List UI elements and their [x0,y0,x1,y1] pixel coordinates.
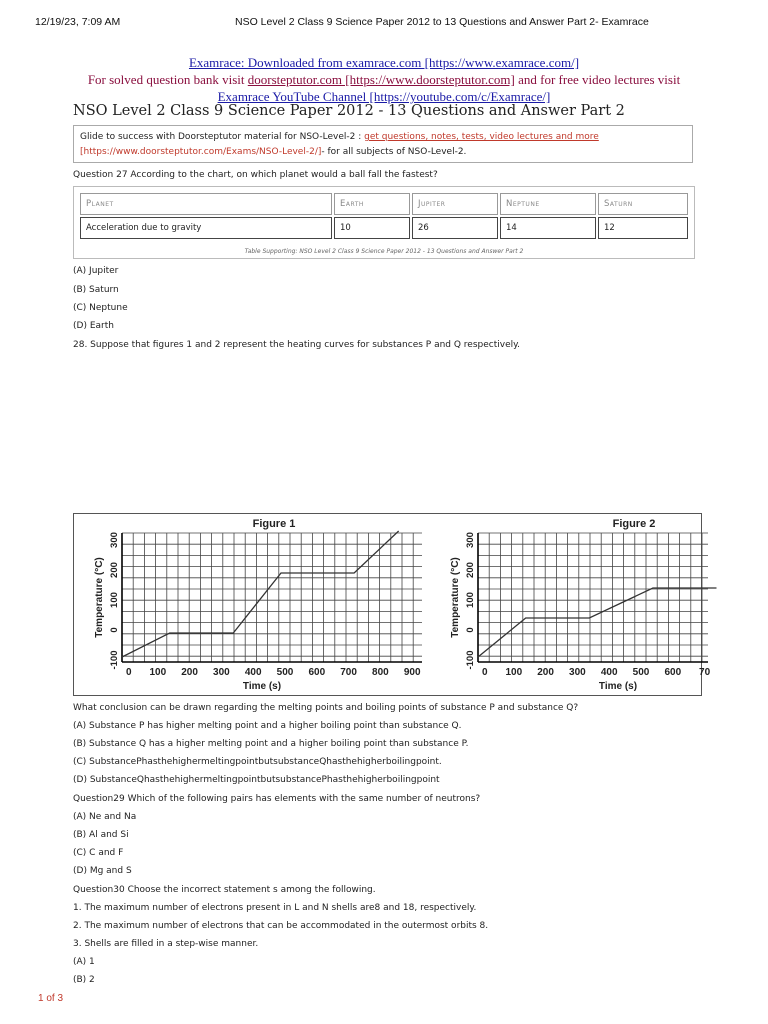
q30-statement-3: 3. Shells are filled in a step-wise manner. [73,939,259,949]
figure-2-x-tick: 500 [632,667,650,678]
table-header: Saturn [598,193,688,215]
table-cell: 26 [412,217,498,239]
promo-text-post: - for all subjects of NSO-Level-2. [321,147,467,157]
q28-option-a: (A) Substance P has higher melting point and a higher boiling point than substance Q. [73,721,462,731]
page-number: 1 of 3 [38,993,64,1004]
figure-2-x-tick: 70 [699,667,711,678]
q29-option-d: (D) Mg and S [73,866,132,876]
figure-2-x-tick: 400 [600,667,618,678]
q27-option-c: (C) Neptune [73,303,128,313]
figure-2-title: Figure 2 [612,518,656,530]
q29-option-c: (C) C and F [73,848,124,858]
q27-option-d: (D) Earth [73,321,114,331]
figure-2-y-label: Temperature (°C) [450,557,461,638]
heating-curves-figure [73,513,711,696]
figure-1-y-tick: 100 [109,592,120,608]
figure-2-y-tick: 0 [465,627,476,633]
figure-1-x-tick: 100 [149,667,167,678]
promo-link[interactable]: get questions, notes, tests, video lectures and more [364,132,599,142]
table-header: Neptune [500,193,596,215]
figure-1-y-tick: 300 [109,532,120,548]
figure-1-y-tick: 0 [109,627,120,633]
print-date: 12/19/23, 7:09 AM [35,16,121,28]
promo-box [73,125,693,163]
table-header: Jupiter [412,193,498,215]
doorsteptutor-link[interactable]: doorsteptutor.com [https://www.doorsteptutor.com] [247,72,515,87]
question-30: Question30 Choose the incorrect statement s among the following. [73,885,376,895]
question-28-followup: What conclusion can be drawn regarding the melting points and boiling points of substance P and substance Q? [73,703,579,713]
figure-1-x-label: Time (s) [242,681,282,692]
table-caption: Table Supporting: NSO Level 2 Class 9 Science Paper 2012 - 13 Questions and Answer Part 2 [244,248,524,255]
figure-1-y-tick: -100 [109,650,120,670]
figure-2-y-tick: 300 [465,532,476,548]
figure-1-x-tick: 900 [403,667,421,678]
question-29: Question29 Which of the following pairs has elements with the same number of neutrons? [73,794,481,804]
figure-2-y-tick: -100 [465,650,476,670]
q27-option-b: (B) Saturn [73,285,119,295]
q30-option-a: (A) 1 [73,957,95,967]
table-header: Planet [80,193,332,215]
q28-option-c: (C) SubstancePhasthehighermeltingpointbutsubstanceQhasthehigherboilingpoint. [73,757,442,767]
print-title: NSO Level 2 Class 9 Science Paper 2012 to 13 Questions and Answer Part 2- Examrace [235,16,649,28]
heating-curves-svg [74,514,711,697]
banner-text-pre: For solved question bank visit [87,72,248,87]
figure-1-x-tick: 300 [213,667,230,678]
figure-1-x-tick: 0 [126,667,132,678]
examrace-link[interactable]: Examrace: Downloaded from examrace.com [https://www.examrace.com/] [188,55,580,70]
table-cell: 12 [598,217,688,239]
q28-option-d: (D) SubstanceQhasthehighermeltingpointbutsubstancePhasthehigherboilingpoint [73,775,440,785]
q27-option-a: (A) Jupiter [73,266,119,276]
figure-2-x-label: Time (s) [598,681,638,692]
gravity-table [73,186,695,259]
page-title: NSO Level 2 Class 9 Science Paper 2012 - 13 Questions and Answer Part 2 [73,103,625,119]
figure-2-y-tick: 200 [465,562,476,578]
figure-1-y-tick: 200 [109,562,120,578]
table-cell: 14 [500,217,596,239]
question-28: 28. Suppose that figures 1 and 2 represent the heating curves for substances P and Q respectively. [73,340,521,350]
table-row [80,217,688,239]
figure-1-x-tick: 400 [244,667,262,678]
figure-2-x-tick: 300 [569,667,586,678]
figure-1-y-label: Temperature (°C) [94,557,105,638]
table-header: Earth [334,193,410,215]
figure-1-x-tick: 800 [372,667,389,678]
figure-1-x-tick: 500 [276,667,294,678]
q28-option-b: (B) Substance Q has a higher melting point and a higher boiling point than substance P. [73,739,469,749]
q30-statement-2: 2. The maximum number of electrons that can be accommodated in the outermost orbits 8. [73,921,489,931]
promo-url[interactable]: [https://www.doorsteptutor.com/Exams/NSO-Level-2/] [80,147,322,157]
figure-2-x-tick: 100 [505,667,523,678]
doorsteptutor-line [0,71,768,88]
q30-option-b: (B) 2 [73,975,95,985]
figure-2-x-tick: 600 [664,667,682,678]
question-27: Question 27 According to the chart, on which planet would a ball fall the fastest? [73,170,438,180]
banner-text-post: and for free video lectures visit [514,72,681,87]
promo-text: Glide to success with Doorsteptutor material for NSO-Level-2 : [80,132,365,142]
figure-1-x-tick: 600 [308,667,326,678]
table-cell: Acceleration due to gravity [80,217,332,239]
table-header-row [80,193,688,215]
figure-1-x-tick: 200 [181,667,198,678]
figure-2-x-tick: 200 [537,667,554,678]
q29-option-a: (A) Ne and Na [73,812,137,822]
q30-statement-1: 1. The maximum number of electrons present in L and N shells are8 and 18, respectively. [73,903,477,913]
figure-2-y-tick: 100 [465,592,476,608]
q29-option-b: (B) Al and Si [73,830,129,840]
figure-1-title: Figure 1 [252,518,296,530]
figure-2-x-tick: 0 [482,667,488,678]
examrace-banner [0,54,768,105]
table-cell: 10 [334,217,410,239]
figure-1-x-tick: 700 [340,667,357,678]
youtube-link[interactable]: Examrace YouTube Channel [https://youtube.com/c/Examrace/] [217,89,551,104]
